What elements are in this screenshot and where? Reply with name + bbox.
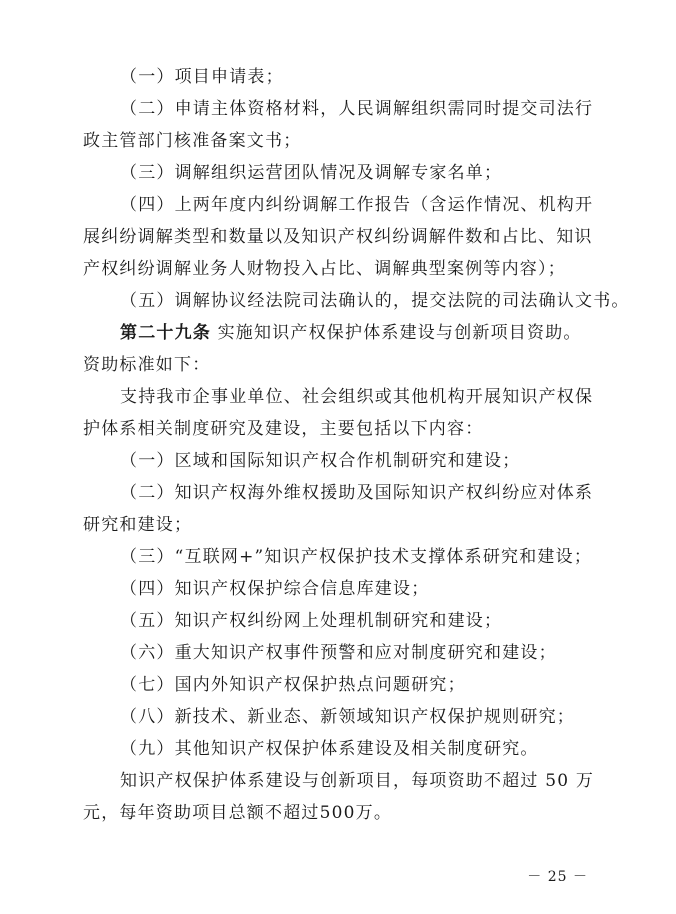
text-line: 支持我市企事业单位、社会组织或其他机构开展知识产权保 bbox=[120, 387, 594, 407]
text-line: 护体系相关制度研究及建设，主要包括以下内容： bbox=[83, 419, 484, 439]
article-text: 实施知识产权保护体系建设与创新项目资助。 bbox=[217, 323, 582, 343]
text-line: （六）重大知识产权事件预警和应对制度研究和建设； bbox=[120, 643, 557, 663]
text-line: （一）项目申请表； bbox=[120, 67, 284, 87]
text-line: （七）国内外知识产权保护热点问题研究； bbox=[120, 675, 466, 695]
article-line bbox=[120, 317, 676, 349]
text-line: 资助标准如下： bbox=[83, 355, 211, 375]
text-line: （五）知识产权纠纷网上处理机制研究和建设； bbox=[120, 611, 503, 631]
text-line: （二）知识产权海外维权援助及国际知识产权纠纷应对体系 bbox=[120, 483, 594, 503]
article-heading: 第二十九条 bbox=[120, 323, 211, 343]
text-line: （一）区域和国际知识产权合作机制研究和建设； bbox=[120, 451, 521, 471]
text-line: （二）申请主体资格材料，人民调解组织需同时提交司法行 bbox=[120, 99, 594, 119]
text-line: 知识产权保护体系建设与创新项目，每项资助不超过 50 万 bbox=[120, 771, 595, 791]
text-line: （五）调解协议经法院司法确认的，提交法院的司法确认文书。 bbox=[120, 291, 630, 311]
text-line: （八）新技术、新业态、新领域知识产权保护规则研究； bbox=[120, 707, 575, 727]
text-line: （四）上两年度内纠纷调解工作报告（含运作情况、机构开 bbox=[120, 195, 594, 215]
text-line: 研究和建设； bbox=[83, 515, 193, 535]
text-line: 产权纠纷调解业务人财物投入占比、调解典型案例等内容）； bbox=[83, 259, 566, 279]
text-line: （四）知识产权保护综合信息库建设； bbox=[120, 579, 430, 599]
text-line: 政主管部门核准备案文书； bbox=[83, 131, 302, 151]
text-line: （九）其他知识产权保护体系建设及相关制度研究。 bbox=[120, 739, 539, 759]
text-line: 元，每年资助项目总额不超过500万。 bbox=[83, 803, 393, 823]
text-line: （三）“互联网+”知识产权保护技术支撑体系研究和建设； bbox=[120, 547, 593, 567]
text-line: （三）调解组织运营团队情况及调解专家名单； bbox=[120, 163, 503, 183]
page-number: － 25 － bbox=[527, 869, 588, 885]
text-line: 展纠纷调解类型和数量以及知识产权纠纷调解件数和占比、知识 bbox=[83, 227, 593, 247]
